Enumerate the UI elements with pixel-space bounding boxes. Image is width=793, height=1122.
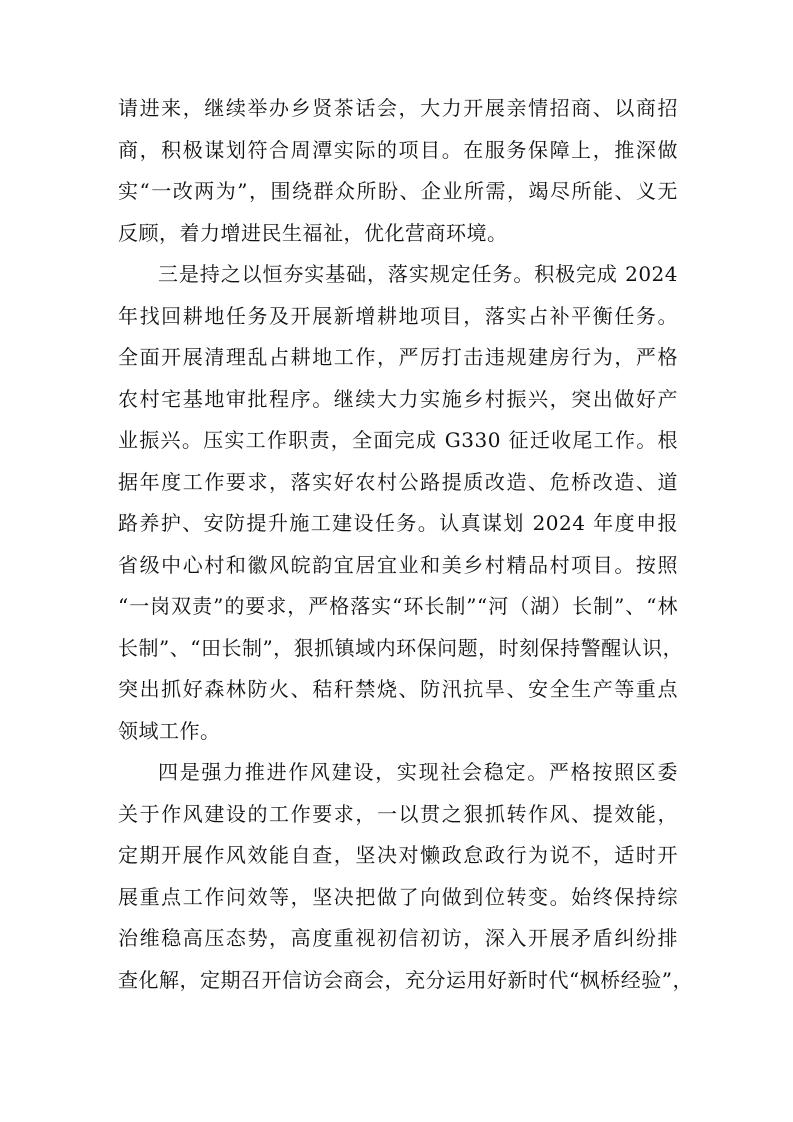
text-line: 定期开展作风效能自查，坚决对懒政怠政行为说不，适时开 xyxy=(118,843,678,867)
text-line: 领域工作。 xyxy=(118,718,221,743)
text-line: 省级中心村和徽风皖韵宜居宜业和美乡村精品村项目。按照 xyxy=(118,552,678,577)
text-line: 业振兴。压实工作职责，全面完成 G330 征迁收尾工作。根 xyxy=(118,428,678,452)
text-line: 突出抓好森林防火、秸秆禁烧、防汛抗旱、安全生产等重点 xyxy=(118,677,678,701)
text-line: 农村宅基地审批程序。继续大力实施乡村振兴，突出做好产 xyxy=(118,386,678,411)
text-line: 治维稳高压态势，高度重视初信初访，深入开展矛盾纠纷排 xyxy=(118,926,678,950)
text-line: 实“一改两为”，围绕群众所盼、企业所需，竭尽所能、义无 xyxy=(118,179,678,203)
text-line: 请进来，继续举办乡贤茶话会，大力开展亲情招商、以商招 xyxy=(118,96,678,120)
text-line: 反顾，着力增进民生福祉，优化营商环境。 xyxy=(118,220,508,245)
text-line: 商，积极谋划符合周潭实际的项目。在服务保障上，推深做 xyxy=(118,137,678,162)
document-body xyxy=(118,88,693,1001)
text-line: 展重点工作问效等，坚决把做了向做到位转变。始终保持综 xyxy=(118,884,678,909)
text-line: 路养护、安防提升施工建设任务。认真谋划 2024 年度申报 xyxy=(118,511,678,535)
text-line: 年找回耕地任务及开展新增耕地项目，落实占补平衡任务。 xyxy=(118,303,678,328)
paragraph-2 xyxy=(118,254,684,752)
text-line: 长制”、“田长制”，狠抓镇域内环保问题，时刻保持警醒认识， xyxy=(118,635,684,660)
text-line: 关于作风建设的工作要求，一以贯之狠抓转作风、提效能， xyxy=(118,801,678,826)
text-line: 三是持之以恒夯实基础，落实规定任务。积极完成 2024 xyxy=(158,262,678,286)
paragraph-3 xyxy=(118,752,693,1001)
text-line: 四是强力推进作风建设，实现社会稳定。严格按照区委 xyxy=(158,760,678,784)
text-line: “一岗双责”的要求，严格落实“环长制”“河（湖）长制”、“林 xyxy=(118,594,678,618)
text-line: 全面开展清理乱占耕地工作，严厉打击违规建房行为，严格 xyxy=(118,345,678,369)
text-line: 据年度工作要求，落实好农村公路提质改造、危桥改造、道 xyxy=(118,469,678,494)
text-line: 查化解，定期召开信访会商会，充分运用好新时代“枫桥经验”， xyxy=(118,967,693,992)
paragraph-1 xyxy=(118,88,678,254)
